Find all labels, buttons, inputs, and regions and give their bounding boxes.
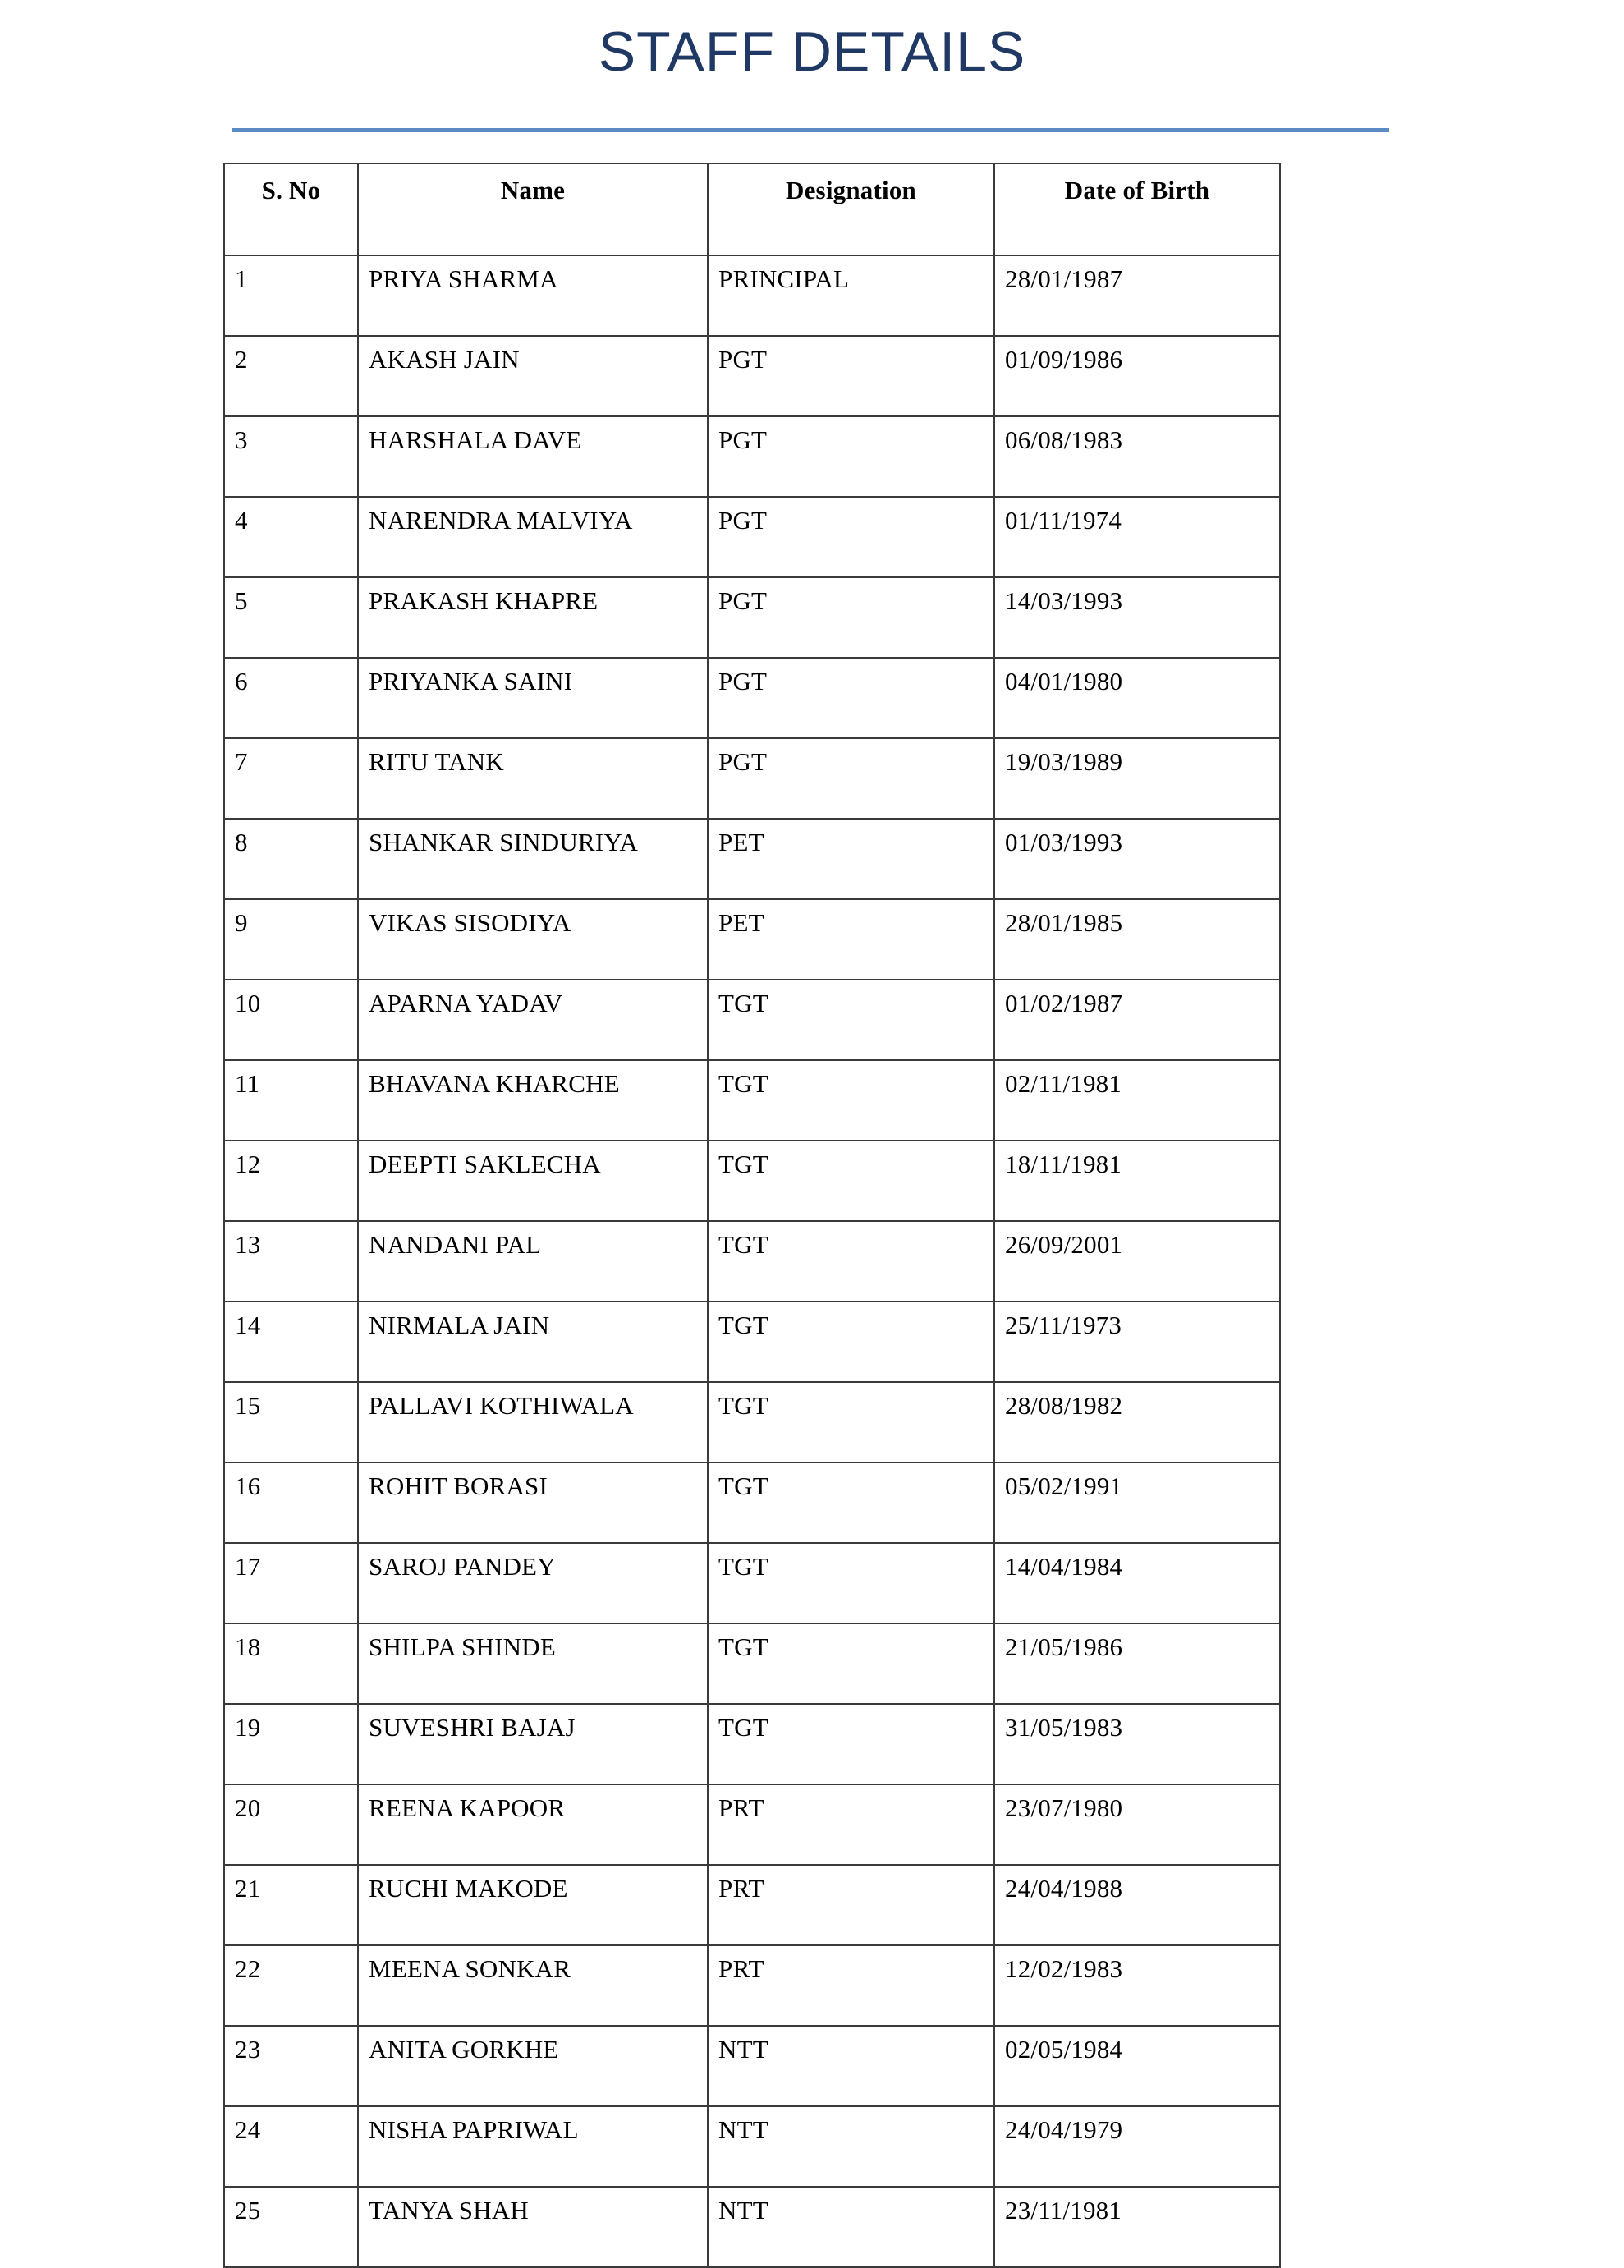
table-cell-sno: 17 [224,1543,358,1623]
table-header [224,163,1280,255]
table-cell-dob: 01/03/1993 [994,819,1280,899]
table-row [224,819,1280,899]
table-cell-sno: 8 [224,819,358,899]
table-cell-sno: 3 [224,416,358,497]
table-cell-sno: 23 [224,2026,358,2106]
table-cell-name: SHILPA SHINDE [358,1623,708,1704]
table-header-row [224,163,1280,255]
table-cell-desg: PET [708,819,994,899]
table-row [224,255,1280,336]
table-cell-name: TANYA SHAH [358,2187,708,2267]
table-cell-desg: PGT [708,497,994,577]
table-cell-sno: 25 [224,2187,358,2267]
table-row [224,1382,1280,1462]
table-cell-name: ANITA GORKHE [358,2026,708,2106]
table-cell-desg: PGT [708,738,994,819]
table-cell-desg: PRT [708,1784,994,1865]
table-row [224,1221,1280,1302]
table-cell-desg: NTT [708,2026,994,2106]
table-cell-sno: 19 [224,1704,358,1784]
table-row [224,658,1280,738]
table-row [224,1704,1280,1784]
table-cell-name: RITU TANK [358,738,708,819]
table-cell-desg: TGT [708,1623,994,1704]
table-row [224,980,1280,1060]
table-row [224,577,1280,658]
table-cell-name: HARSHALA DAVE [358,416,708,497]
table-cell-sno: 5 [224,577,358,658]
table-row [224,899,1280,980]
table-cell-dob: 18/11/1981 [994,1141,1280,1221]
table-cell-name: PRIYANKA SAINI [358,658,708,738]
table-cell-dob: 02/05/1984 [994,2026,1280,2106]
table-cell-name: NANDANI PAL [358,1221,708,1302]
table-row [224,738,1280,819]
table-row [224,1543,1280,1623]
table-cell-dob: 19/03/1989 [994,738,1280,819]
table-cell-dob: 26/09/2001 [994,1221,1280,1302]
table-row [224,336,1280,416]
table-cell-dob: 24/04/1988 [994,1865,1280,1945]
table-cell-dob: 01/11/1974 [994,497,1280,577]
table-cell-sno: 2 [224,336,358,416]
table-cell-dob: 04/01/1980 [994,658,1280,738]
table-cell-sno: 9 [224,899,358,980]
table-cell-dob: 21/05/1986 [994,1623,1280,1704]
table-cell-dob: 01/02/1987 [994,980,1280,1060]
table-cell-sno: 4 [224,497,358,577]
table-cell-name: PRIYA SHARMA [358,255,708,336]
table-cell-sno: 10 [224,980,358,1060]
table-cell-sno: 14 [224,1302,358,1382]
table-cell-desg: TGT [708,1704,994,1784]
table-row [224,1302,1280,1382]
table-cell-desg: TGT [708,1462,994,1543]
table-cell-sno: 11 [224,1060,358,1141]
table-row [224,2106,1280,2187]
table-cell-name: REENA KAPOOR [358,1784,708,1865]
table-cell-dob: 12/02/1983 [994,1945,1280,2026]
table-cell-desg: TGT [708,1302,994,1382]
table-cell-name: PRAKASH KHAPRE [358,577,708,658]
table-row [224,1060,1280,1141]
column-header-dob: Date of Birth [994,163,1280,255]
table-cell-dob: 14/04/1984 [994,1543,1280,1623]
table-cell-name: SHANKAR SINDURIYA [358,819,708,899]
table-cell-name: NIRMALA JAIN [358,1302,708,1382]
staff-details-table [223,163,1281,2268]
table-cell-sno: 1 [224,255,358,336]
table-cell-name: AKASH JAIN [358,336,708,416]
page-title: STAFF DETAILS [598,21,1026,83]
table-cell-dob: 24/04/1979 [994,2106,1280,2187]
table-cell-name: VIKAS SISODIYA [358,899,708,980]
table-cell-name: BHAVANA KHARCHE [358,1060,708,1141]
table-cell-name: RUCHI MAKODE [358,1865,708,1945]
table-cell-dob: 06/08/1983 [994,416,1280,497]
table-cell-desg: NTT [708,2106,994,2187]
table-cell-dob: 28/08/1982 [994,1382,1280,1462]
table-cell-desg: TGT [708,1543,994,1623]
table-cell-name: MEENA SONKAR [358,1945,708,2026]
table-cell-desg: TGT [708,980,994,1060]
table-cell-desg: PGT [708,336,994,416]
staff-table-container [223,163,1279,2268]
table-cell-dob: 31/05/1983 [994,1704,1280,1784]
column-header-name: Name [358,163,708,255]
table-cell-desg: PRT [708,1865,994,1945]
table-row [224,2187,1280,2267]
table-row [224,1623,1280,1704]
table-row [224,1784,1280,1865]
table-cell-sno: 22 [224,1945,358,2026]
table-cell-desg: NTT [708,2187,994,2267]
table-cell-sno: 20 [224,1784,358,1865]
table-cell-desg: TGT [708,1060,994,1141]
table-cell-dob: 23/11/1981 [994,2187,1280,2267]
table-cell-dob: 01/09/1986 [994,336,1280,416]
table-row [224,1462,1280,1543]
table-cell-dob: 25/11/1973 [994,1302,1280,1382]
table-cell-dob: 02/11/1981 [994,1060,1280,1141]
table-cell-name: DEEPTI SAKLECHA [358,1141,708,1221]
table-cell-desg: PGT [708,577,994,658]
table-cell-desg: PRT [708,1945,994,2026]
table-row [224,1865,1280,1945]
table-cell-desg: TGT [708,1221,994,1302]
table-cell-name: PALLAVI KOTHIWALA [358,1382,708,1462]
table-cell-name: SUVESHRI BAJAJ [358,1704,708,1784]
table-cell-sno: 7 [224,738,358,819]
table-cell-sno: 21 [224,1865,358,1945]
table-cell-dob: 28/01/1987 [994,255,1280,336]
table-cell-desg: PRINCIPAL [708,255,994,336]
table-cell-desg: TGT [708,1141,994,1221]
table-cell-name: SAROJ PANDEY [358,1543,708,1623]
table-cell-name: ROHIT BORASI [358,1462,708,1543]
table-cell-sno: 18 [224,1623,358,1704]
table-cell-dob: 05/02/1991 [994,1462,1280,1543]
table-row [224,1945,1280,2026]
table-row [224,497,1280,577]
table-cell-dob: 14/03/1993 [994,577,1280,658]
table-cell-desg: PGT [708,416,994,497]
table-cell-desg: PET [708,899,994,980]
table-cell-sno: 24 [224,2106,358,2187]
column-header-sno: S. No [224,163,358,255]
table-cell-desg: TGT [708,1382,994,1462]
table-cell-sno: 16 [224,1462,358,1543]
table-cell-sno: 12 [224,1141,358,1221]
table-row [224,1141,1280,1221]
table-cell-name: APARNA YADAV [358,980,708,1060]
table-cell-desg: PGT [708,658,994,738]
table-cell-name: NARENDRA MALVIYA [358,497,708,577]
table-cell-sno: 6 [224,658,358,738]
table-cell-dob: 23/07/1980 [994,1784,1280,1865]
title-divider-rule [232,128,1389,132]
table-row [224,2026,1280,2106]
column-header-designation: Designation [708,163,994,255]
table-cell-name: NISHA PAPRIWAL [358,2106,708,2187]
table-row [224,416,1280,497]
table-body [224,255,1280,2267]
table-cell-dob: 28/01/1985 [994,899,1280,980]
table-cell-sno: 15 [224,1382,358,1462]
table-cell-sno: 13 [224,1221,358,1302]
